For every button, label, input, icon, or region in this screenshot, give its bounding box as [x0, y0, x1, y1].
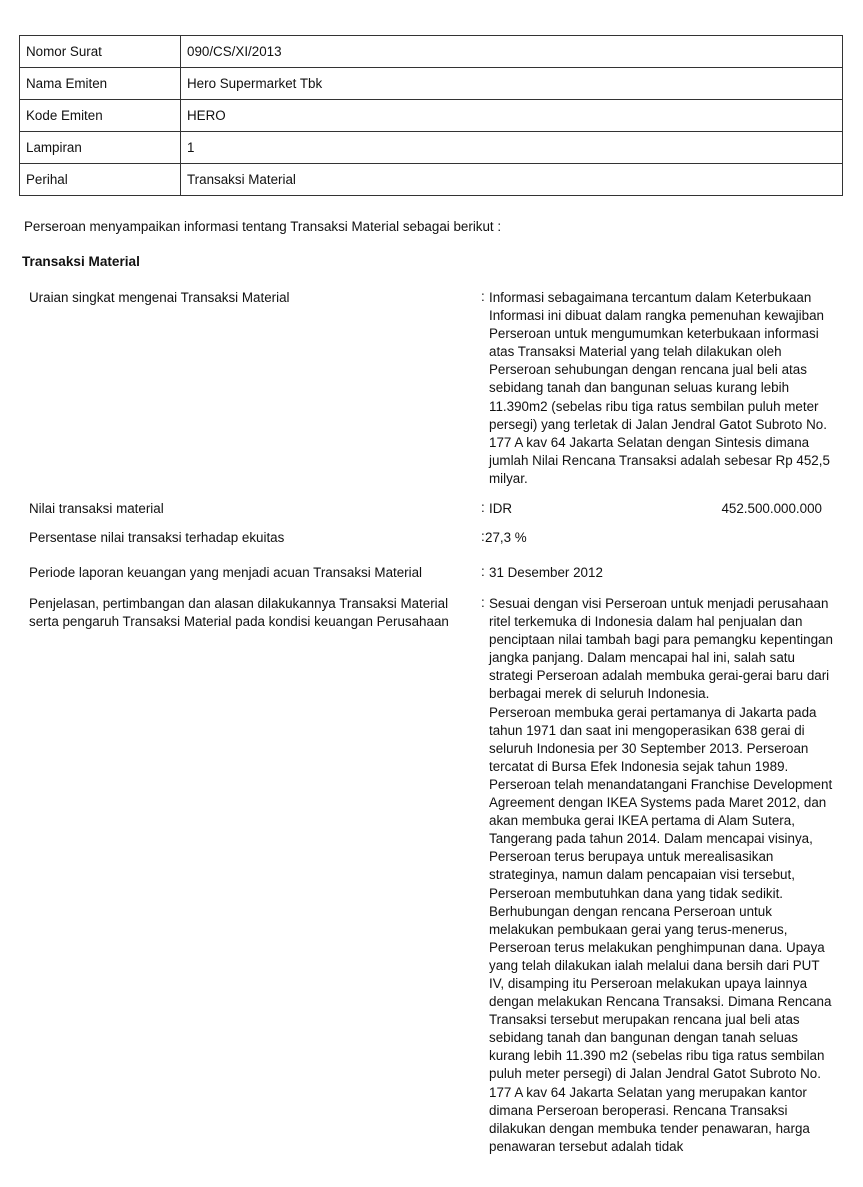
header-value-kode-emiten: HERO: [181, 100, 843, 132]
penjelasan-paragraph-1: Sesuai dengan visi Perseroan untuk menjadi perusahaan ritel terkemuka di Indonesia dalam hal penjualan dan penciptaan nilai tambah bagi para pemangku kepentingan jangka panjang. Dalam mencapai hal ini, salah satu strategi Perseroan adalah membuka gerai-gerai baru dari berbagai merek di seluruh Indonesia.: [489, 596, 833, 702]
header-key-nomor-surat: Nomor Surat: [20, 36, 181, 68]
nilai-label: Nilai transaksi material: [29, 501, 164, 516]
periode-label: Periode laporan keuangan yang menjadi acuan Transaksi Material: [29, 565, 423, 580]
nilai-currency: IDR: [489, 501, 513, 516]
periode-colon: :: [481, 564, 485, 579]
header-key-lampiran: Lampiran: [20, 132, 181, 164]
uraian-value: Informasi sebagaimana tercantum dalam Keterbukaan Informasi ini dibuat dalam rangka pemenuhan kewajiban Perseroan untuk mengumumkan keterbukaan informasi atas Transaksi Material yang telah dilakukan oleh Perseroan sehubungan dengan rencana jual beli atas sebidang tanah dan bangunan seluas kurang lebih 11.390m2 (sebelas ribu tiga ratus sembilan puluh meter persegi) yang terletak di Jalan Jendral Gatot Subroto No. 177 A kav 64 Jakarta Selatan dengan Sintesis dimana jumlah Nilai Rencana Transaksi adalah sebesar Rp 452,5 milyar.: [489, 290, 830, 486]
persentase-value: 27,3 %: [485, 530, 527, 545]
nilai-amount: 452.500.000.000: [721, 501, 822, 516]
penjelasan-paragraph-2: Perseroan membuka gerai pertamanya di Jakarta pada tahun 1971 dan saat ini mengoperasikan 638 gerai di seluruh Indonesia per 30 September 2013. Perseroan tercatat di Bursa Efek Indonesia sejak tahun 1989. Perseroan telah menandatangani Franchise Development Agreement dengan IKEA Systems pada Maret 2012, dan akan membuka gerai IKEA pertama di Alam Sutera, Tangerang pada tahun 2014. Dalam mencapai visinya, Perseroan terus berupaya untuk merealisasikan strateginya, namun dalam pencapaian visi tersebut, Perseroan membutuhkan dana yang tidak sedikit. Berhubungan dengan rencana Perseroan untuk melakukan pembukaan gerai yang terus-menerus, Perseroan terus melakukan penghimpunan dana. Upaya yang telah dilakukan ialah melalui dana bersih dari PUT IV, disamping itu Perseroan melakukan upaya lainnya dengan melakukan Rencana Transaksi. Dimana Rencana Transaksi tersebut merupakan rencana jual beli atas sebidang tanah dan bangunan dengan tanah seluas kurang lebih 11.390 m2 (sebelas ribu tiga ratus sembilan puluh meter persegi) di Jalan Jendral Gatot Subroto No. 177 A kav 64 Jakarta Selatan yang merupakan kantor dimana Perseroan beroperasi. Rencana Transaksi dilakukan dengan membuka tender penawaran, harga penawaran tersebut adalah tidak: [489, 704, 833, 1154]
uraian-label: Uraian singkat mengenai Transaksi Material: [29, 290, 290, 305]
section-title: Transaksi Material: [22, 254, 140, 269]
persentase-colon: :: [481, 529, 485, 544]
header-key-kode-emiten: Kode Emiten: [20, 100, 181, 132]
nilai-colon: :: [481, 500, 485, 515]
intro-text: Perseroan menyampaikan informasi tentang Transaksi Material sebagai berikut :: [24, 219, 502, 234]
penjelasan-value: [489, 595, 834, 1156]
table-row: [20, 132, 843, 164]
header-value-nama-emiten: Hero Supermarket Tbk: [181, 68, 843, 100]
header-key-perihal: Perihal: [20, 164, 181, 196]
header-key-nama-emiten: Nama Emiten: [20, 68, 181, 100]
penjelasan-colon: :: [481, 595, 485, 610]
penjelasan-label: Penjelasan, pertimbangan dan alasan dilakukannya Transaksi Material serta pengaruh Transaksi Material pada kondisi keuangan Perusahaan: [29, 596, 449, 630]
header-value-lampiran: 1: [181, 132, 843, 164]
letter-header-table: [19, 35, 843, 196]
table-row: [20, 100, 843, 132]
periode-value: 31 Desember 2012: [489, 565, 603, 580]
table-row: [20, 164, 843, 196]
persentase-label: Persentase nilai transaksi terhadap ekuitas: [29, 530, 285, 545]
uraian-colon: :: [481, 289, 485, 304]
table-row: [20, 36, 843, 68]
table-row: [20, 68, 843, 100]
header-value-nomor-surat: 090/CS/XI/2013: [181, 36, 843, 68]
header-value-perihal: Transaksi Material: [181, 164, 843, 196]
